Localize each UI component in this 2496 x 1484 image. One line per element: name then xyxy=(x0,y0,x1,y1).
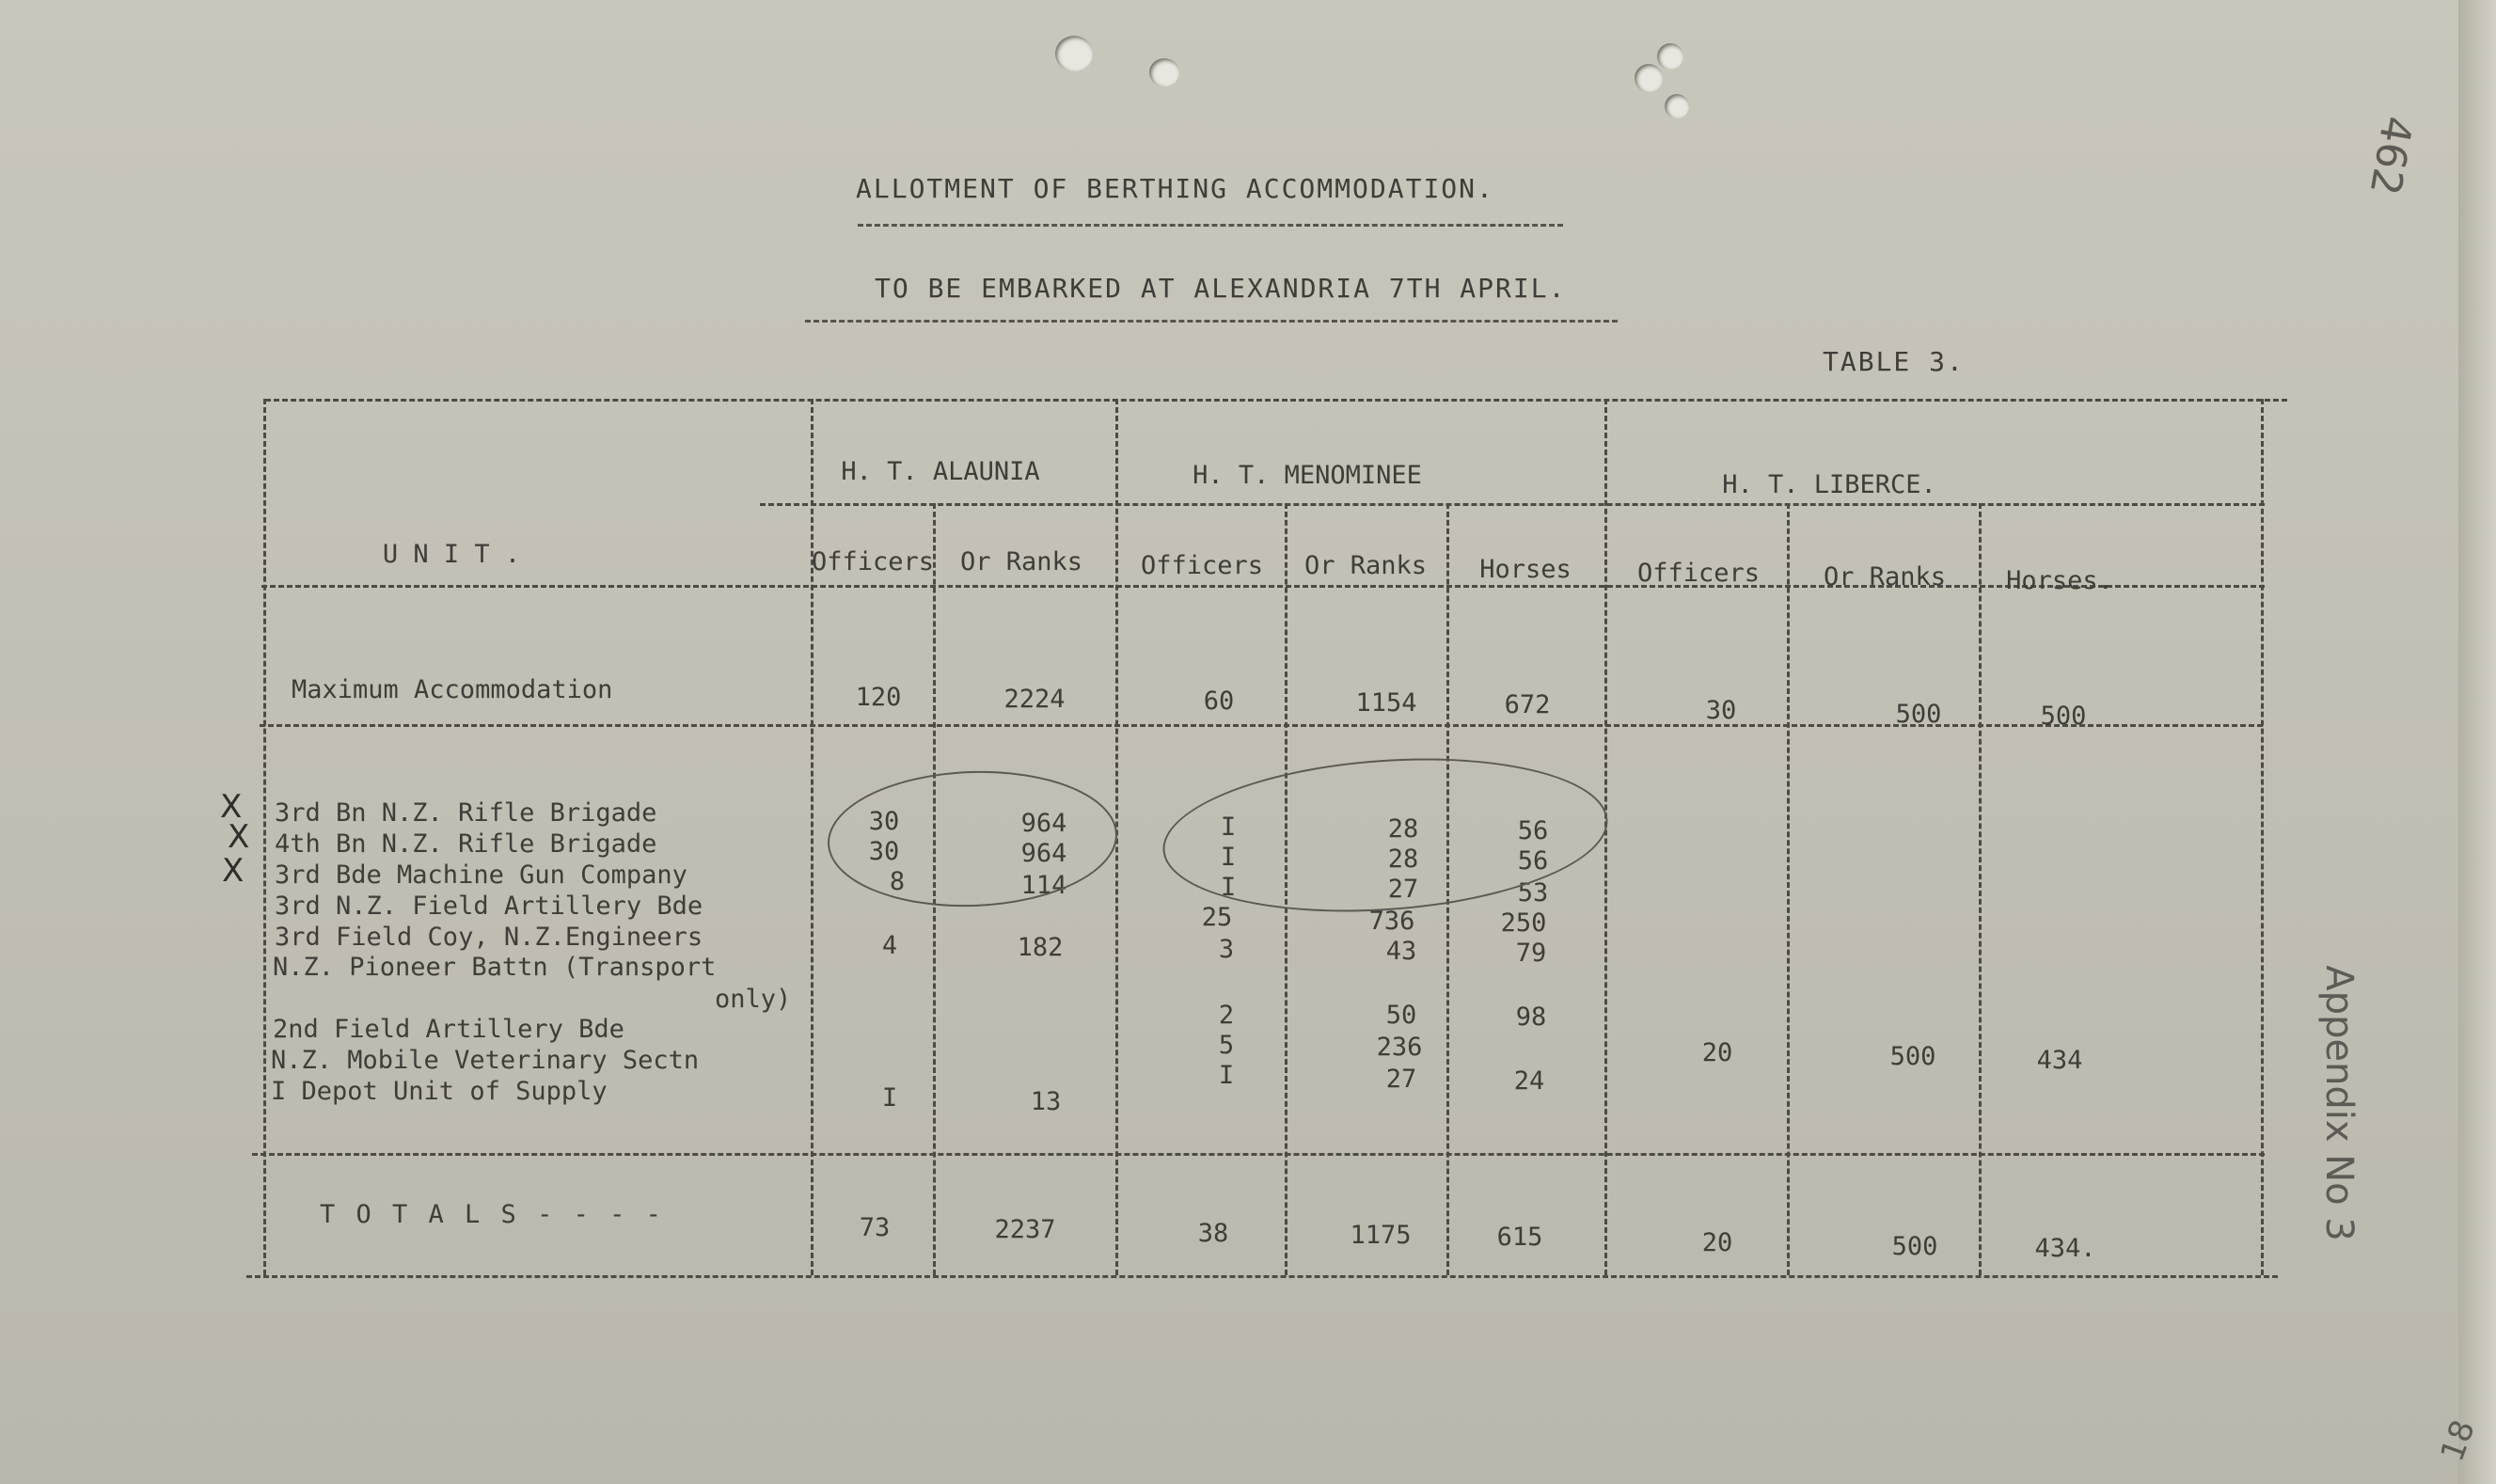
title-underline xyxy=(858,224,1563,227)
cell-value: I xyxy=(1218,1061,1235,1090)
x-mark: X xyxy=(222,852,245,890)
cell-value: 56 xyxy=(1517,816,1549,845)
cell-value: 182 xyxy=(1017,933,1064,962)
col-header-menominee-officers: Officers xyxy=(1140,551,1264,580)
total-value: 500 xyxy=(1891,1232,1938,1261)
totals-label: T O T A L S - - - - xyxy=(320,1200,664,1229)
total-value: 1175 xyxy=(1350,1221,1412,1250)
unit-row-label: N.Z. Mobile Veterinary Sectn xyxy=(271,1046,700,1075)
max-value: 120 xyxy=(855,683,902,712)
menominee-liberce-rule xyxy=(1604,399,1607,1275)
punch-hole xyxy=(1635,64,1663,92)
cell-value: I xyxy=(1220,813,1237,842)
x-mark: X xyxy=(220,788,243,826)
cell-value: 964 xyxy=(1020,809,1067,838)
unit-row-label: I Depot Unit of Supply xyxy=(271,1077,608,1106)
max-row-bottom-rule xyxy=(260,724,2263,727)
table-bottom-border xyxy=(246,1275,2278,1278)
table-right-border xyxy=(2261,399,2264,1275)
unit-row-label: N.Z. Pioneer Battn (Transport xyxy=(273,953,717,982)
unit-column-header: U N I T . xyxy=(382,540,521,569)
ship-header-liberce: H. T. LIBERCE. xyxy=(1722,470,1936,499)
max-value: 672 xyxy=(1504,690,1551,719)
col-header-liberce-horses: Horses. xyxy=(2006,566,2113,595)
cell-value: 964 xyxy=(1020,839,1067,868)
cell-value: 79 xyxy=(1515,939,1547,968)
punch-hole xyxy=(1149,58,1179,87)
cell-value: 3 xyxy=(1218,935,1235,964)
cell-value: 53 xyxy=(1517,878,1549,908)
total-value: 73 xyxy=(859,1213,891,1242)
punch-hole xyxy=(1657,43,1683,70)
ship-header-rule xyxy=(760,503,2265,506)
ship-header-alaunia: H. T. ALAUNIA xyxy=(841,457,1040,486)
cell-value: 25 xyxy=(1201,903,1233,932)
max-accommodation-label: Maximum Accommodation xyxy=(292,675,613,704)
col-header-menominee-horses: Horses xyxy=(1479,555,1572,584)
liberce-split-rule-2 xyxy=(1979,503,1982,1275)
cell-value: 2 xyxy=(1218,1001,1235,1030)
cell-value: 24 xyxy=(1513,1066,1545,1096)
cell-value: 50 xyxy=(1385,1001,1417,1030)
cell-value: 43 xyxy=(1385,937,1417,966)
col-header-menominee-ranks: Or Ranks xyxy=(1303,551,1428,580)
punch-hole xyxy=(1665,94,1689,118)
cell-value: 98 xyxy=(1515,1002,1547,1032)
unit-row-label: 3rd N.Z. Field Artillery Bde xyxy=(275,892,703,921)
cell-value: 13 xyxy=(1030,1087,1062,1116)
cell-value: 30 xyxy=(868,837,900,866)
total-value: 615 xyxy=(1496,1223,1543,1252)
cell-value: 114 xyxy=(1020,871,1067,900)
cell-value: 5 xyxy=(1218,1031,1235,1060)
unit-row-label-continuation: only) xyxy=(715,985,792,1014)
table-left-border xyxy=(263,399,266,1275)
cell-value: 30 xyxy=(868,807,900,836)
cell-value: 27 xyxy=(1385,1065,1417,1094)
total-value: 2237 xyxy=(994,1215,1056,1244)
total-value: 434. xyxy=(2034,1234,2096,1263)
page-edge xyxy=(2458,0,2496,1484)
table-top-border xyxy=(265,399,2287,402)
cell-value: 736 xyxy=(1368,907,1415,936)
max-value: 1154 xyxy=(1355,688,1417,718)
cell-value: I xyxy=(881,1083,898,1113)
units-bottom-rule xyxy=(252,1153,2265,1156)
cell-value: 500 xyxy=(1889,1042,1936,1071)
total-value: 38 xyxy=(1197,1219,1229,1248)
unit-row-label: 3rd Bde Machine Gun Company xyxy=(275,860,687,890)
header-bottom-rule xyxy=(261,585,2265,588)
cell-value: 8 xyxy=(889,867,906,896)
max-value: 500 xyxy=(2040,702,2087,731)
col-header-alaunia-ranks: Or Ranks xyxy=(959,547,1083,576)
corner-number: 18 xyxy=(2433,1414,2483,1467)
ship-header-menominee: H. T. MENOMINEE xyxy=(1193,461,1422,490)
cell-value: 434 xyxy=(2036,1046,2083,1075)
x-mark: X xyxy=(228,818,250,856)
unit-row-label: 2nd Field Artillery Bde xyxy=(273,1015,624,1044)
subtitle-underline xyxy=(805,320,1618,323)
col-header-liberce-ranks: Or Ranks xyxy=(1823,562,1947,592)
liberce-split-rule-1 xyxy=(1787,503,1790,1275)
cell-value: I xyxy=(1220,873,1237,902)
cell-value: 236 xyxy=(1376,1033,1423,1062)
page-number: 462 xyxy=(2360,112,2422,199)
cell-value: 4 xyxy=(881,931,898,960)
pencil-circle xyxy=(826,766,1120,912)
cell-value: 28 xyxy=(1387,814,1419,844)
appendix-note: Appendix No 3 xyxy=(2316,965,2361,1241)
unit-row-label: 4th Bn N.Z. Rifle Brigade xyxy=(275,829,657,859)
total-value: 20 xyxy=(1701,1228,1733,1257)
cell-value: 250 xyxy=(1500,908,1547,938)
col-header-liberce-officers: Officers xyxy=(1636,559,1761,588)
cell-value: 28 xyxy=(1387,845,1419,874)
document-title: ALLOTMENT OF BERTHING ACCOMMODATION. xyxy=(856,173,1494,204)
max-value: 500 xyxy=(1895,700,1942,729)
cell-value: I xyxy=(1220,843,1237,872)
punch-hole xyxy=(1055,36,1093,71)
cell-value: 20 xyxy=(1701,1038,1733,1067)
col-header-alaunia-officers: Officers xyxy=(811,547,935,576)
cell-value: 27 xyxy=(1387,875,1419,904)
max-value: 30 xyxy=(1705,696,1737,725)
unit-row-label: 3rd Bn N.Z. Rifle Brigade xyxy=(275,798,657,828)
unit-row-label: 3rd Field Coy, N.Z.Engineers xyxy=(275,923,703,952)
document-subtitle: TO BE EMBARKED AT ALEXANDRIA 7TH APRIL. xyxy=(875,273,1567,304)
table-number: TABLE 3. xyxy=(1823,346,1965,377)
max-value: 60 xyxy=(1203,687,1235,716)
max-value: 2224 xyxy=(1003,685,1066,714)
cell-value: 56 xyxy=(1517,846,1549,876)
unit-column-rule xyxy=(811,399,814,1275)
